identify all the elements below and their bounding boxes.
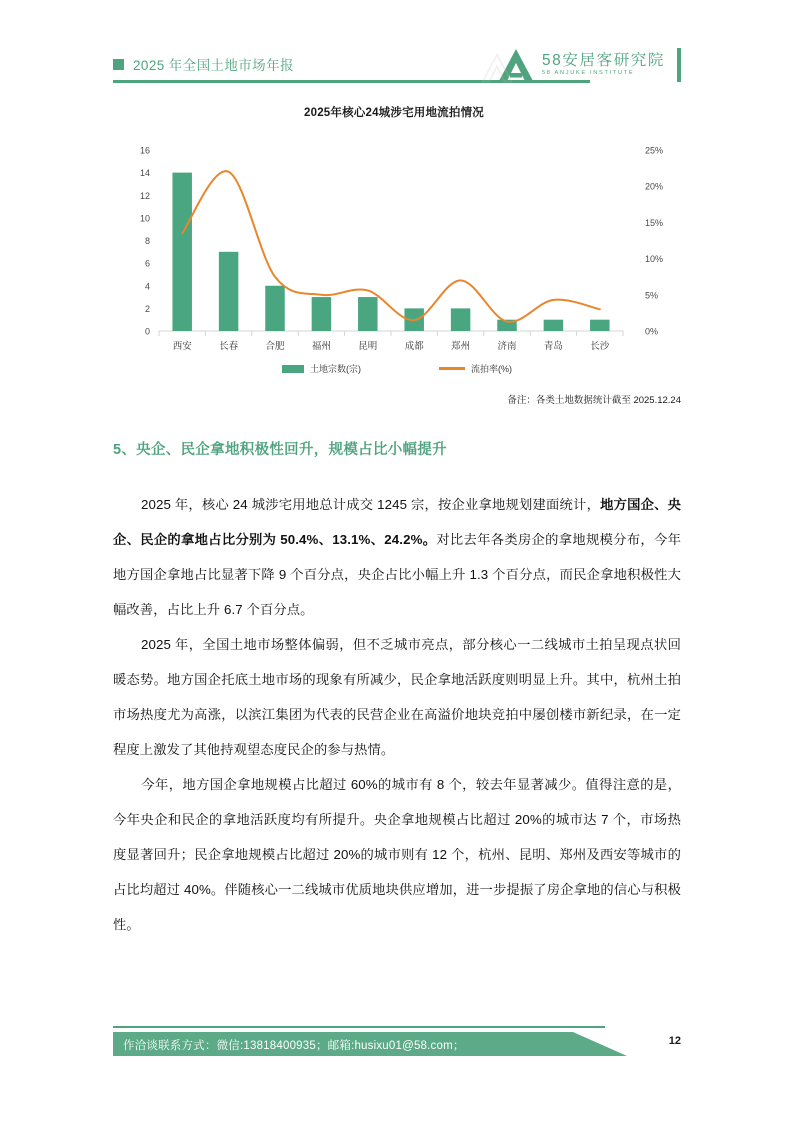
chart-plot-area [113,132,681,367]
svg-text:5%: 5% [645,290,659,301]
svg-text:昆明: 昆明 [358,341,378,352]
page-footer [113,1026,681,1066]
chart-note: 备注：各类土地数据统计截至 2025.12.24 [507,395,681,406]
footer-divider [113,1026,605,1028]
svg-text:0: 0 [144,326,150,337]
legend-item-line [439,362,512,375]
paragraph-1-part-a: 2025 年，核心 24 城涉宅用地总计成交 1245 宗，按企业拿地规划建面统计， [141,497,601,512]
svg-text:长沙: 长沙 [590,341,610,352]
svg-text:25%: 25% [645,145,664,156]
logo-name-en: 58 ANJUKE INSTITUTE [541,70,635,77]
logo-wordmark [542,53,665,77]
legend-label-line: 流拍率(%) [471,364,512,374]
header-title: 2025 年全国土地市场年报 [133,58,294,73]
chart-legend [113,362,681,375]
logo-accent-bar [677,48,681,82]
paragraph-2 [113,627,681,767]
legend-label-bar: 土地宗数(宗) [310,364,361,374]
paragraph-1-part-c: 对比去年各类房企的拿地规模分布，今年地方国企拿地占比显著下降 9 个百分点，央企占比小幅上升 1.3 个百分点，而民企拿地积极性大幅改善，占比上升 6.7 个百分点。 [113,532,681,617]
header-title-group [113,54,294,74]
brand-logo [496,42,681,88]
logo-name-cn: 58安居客研究院 [541,51,665,69]
svg-text:长春: 长春 [219,341,239,352]
svg-text:0%: 0% [645,326,659,337]
page-number: 12 [668,1035,681,1047]
svg-text:15%: 15% [645,217,664,228]
svg-text:2: 2 [144,303,150,314]
svg-text:14: 14 [139,168,150,179]
svg-text:成都: 成都 [404,341,424,352]
article-body [113,487,681,942]
paragraph-1 [113,487,681,627]
svg-text:6: 6 [144,258,150,269]
svg-text:10: 10 [139,213,150,224]
header-bullet-icon [113,59,124,70]
chart-figure [113,104,681,404]
paragraph-3-text: 今年，地方国企拿地规模占比超过 60%的城市有 8 个，较去年显著减少。值得注意的是，今年央企和民企的拿地活跃度均有所提升。央企拿地规模占比超过 20%的城市达 7 个，市场热度显著回升；民企拿地规模占比超过 20%的城市则有 12 个，杭州、昆明、郑州及西安等城市的占比均超过 40%。伴随核心一二线城市优质地块供应增加，进一步提振了房企拿地的信心与积极性。 [113,777,681,932]
legend-swatch-line-icon [439,367,465,369]
paragraph-1-highlight: 地方国企、央企、民企的拿地占比分别为 50.4%、13.1%、24.2%。 [113,497,681,547]
svg-text:福州: 福州 [311,341,331,352]
section-heading: 5、央企、民企拿地积极性回升，规模占比小幅提升 [113,442,447,458]
legend-swatch-bar-icon [282,365,304,373]
paragraph-2-text: 2025 年，全国土地市场整体偏弱，但不乏城市亮点，部分核心一二线城市土拍呈现点状回暖态势。地方国企托底土地市场的现象有所减少，民企拿地活跃度则明显上升。其中，杭州土拍市场热度尤为高涨，以滨江集团为代表的民营企业在高溢价地块竞拍中屡创楼市新纪录，在一定程度上激发了其他持观望态度民企的参与热情。 [113,637,681,757]
svg-text:20%: 20% [645,181,664,192]
svg-text:12: 12 [139,190,150,201]
svg-text:16: 16 [139,145,150,156]
footer-contact: 作洽谈联系方式：微信:13818400935；邮箱:husixu01@58.com； [123,1040,465,1052]
logo-watermark-icon [480,52,514,84]
svg-text:郑州: 郑州 [451,341,471,352]
chart-title: 2025年核心24城涉宅用地流拍情况 [304,107,484,119]
legend-item-bar [282,362,361,375]
logo-triangle-icon [496,46,536,84]
svg-text:4: 4 [144,281,150,292]
svg-text:10%: 10% [645,254,664,265]
paragraph-3 [113,767,681,942]
page-header [113,50,681,94]
svg-text:青岛: 青岛 [543,341,563,352]
svg-text:合肥: 合肥 [265,341,285,352]
svg-text:8: 8 [144,236,150,246]
svg-text:济南: 济南 [497,341,517,352]
svg-text:西安: 西安 [172,341,192,352]
